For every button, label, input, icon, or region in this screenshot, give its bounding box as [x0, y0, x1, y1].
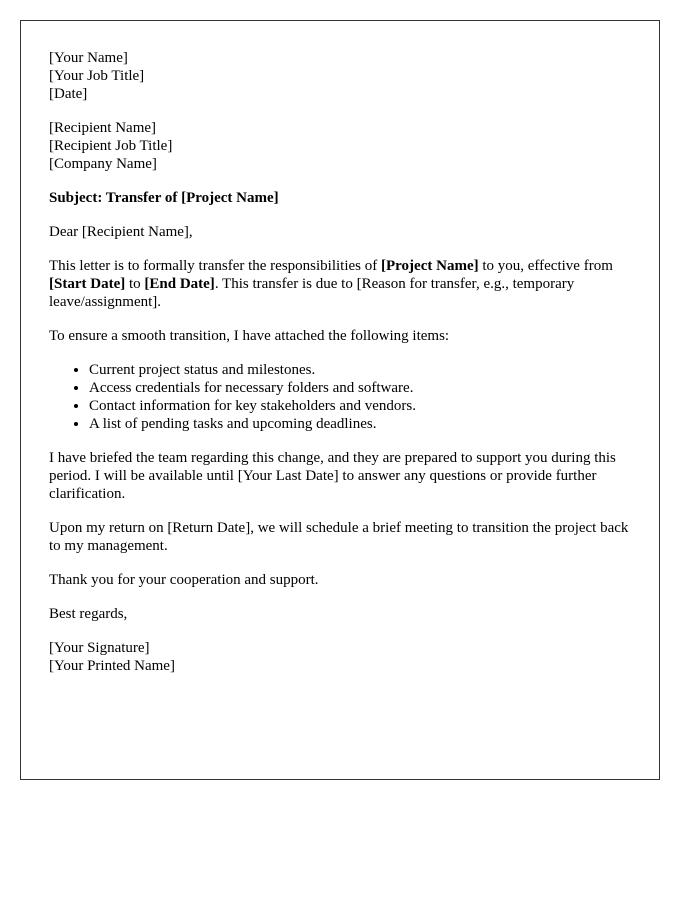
letter-date: [Date] — [49, 86, 88, 102]
closing: Best regards, — [49, 606, 128, 622]
paragraph-attachments: To ensure a smooth transition, I have attached the following items: — [49, 328, 450, 344]
list-item: • Access credentials for necessary folders and software. — [89, 379, 631, 397]
project-name-bold: [Project Name] — [381, 258, 479, 274]
letter — [20, 20, 660, 780]
recipient-name: [Recipient Name] — [49, 120, 157, 136]
printed-name: [Your Printed Name] — [49, 658, 175, 674]
recipient-block — [49, 119, 631, 173]
paragraph-briefing: I have briefed the team regarding this change, and they are prepared to support you during this period. I will be available until [Your Last Date] to answer any questions or provide further clarification. — [49, 450, 616, 502]
list-item: • Current project status and milestones. — [89, 361, 631, 379]
attachment-list — [49, 361, 631, 433]
subject-line: Subject: Transfer of [Project Name] — [49, 190, 279, 206]
start-date-bold: [Start Date] — [49, 276, 126, 292]
sender-job-title: [Your Job Title] — [49, 68, 145, 84]
end-date-bold: [End Date] — [144, 276, 215, 292]
salutation: Dear [Recipient Name], — [49, 224, 193, 240]
signature: [Your Signature] — [49, 640, 150, 656]
paragraph-thanks: Thank you for your cooperation and support. — [49, 572, 319, 588]
sender-name: [Your Name] — [49, 50, 128, 66]
list-item: • A list of pending tasks and upcoming deadlines. — [89, 415, 631, 433]
paragraph-return: Upon my return on [Return Date], we will schedule a brief meeting to transition the project back to my management. — [49, 520, 629, 554]
recipient-company: [Company Name] — [49, 156, 157, 172]
list-item: • Contact information for key stakeholders and vendors. — [89, 397, 631, 415]
sender-block — [49, 49, 631, 103]
signature-block — [49, 639, 631, 675]
paragraph-transfer: This letter is to formally transfer the responsibilities of [Project Name] to you, effective from [Start Date] to [End Date]. This transfer is due to [Reason for transfer, e.g., temporary leave/assignment]. — [49, 258, 613, 310]
recipient-job-title: [Recipient Job Title] — [49, 138, 173, 154]
